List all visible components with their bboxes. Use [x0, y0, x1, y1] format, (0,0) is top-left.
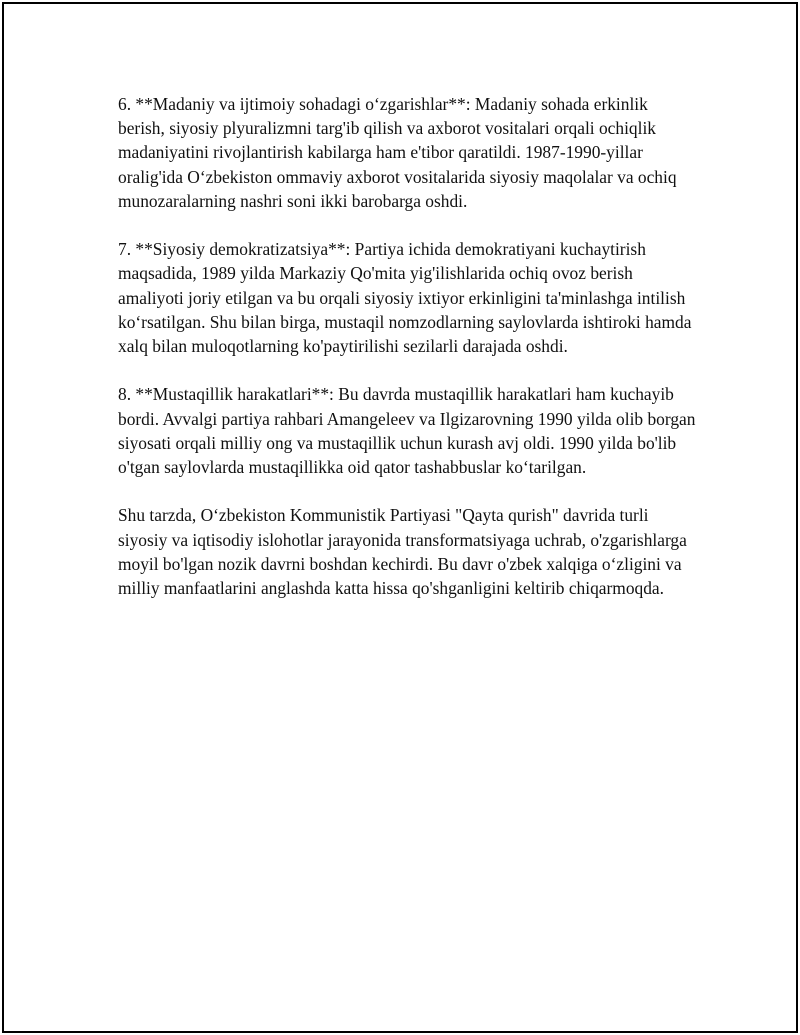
paragraph-political-democratization: 7. **Siyosiy demokratizatsiya**: Partiya ichida demokratiyani kuchaytirish maqsadida, 1989 yilda Markaziy Qo'mita yig'ilishlarida ochiq ovoz berish amaliyoti joriy etilgan va bu orqali siyosiy ixtiyor erkinligini ta'minlashga intilish ko‘rsatilgan. Shu bilan birga, mustaqil nomzodlarning saylovlarda ishtiroki hamda xalq bilan muloqotlarning ko'paytirilishi sezilarli darajada oshdi. [118, 239, 692, 357]
paragraph-independence-movements: 8. **Mustaqillik harakatlari**: Bu davrda mustaqillik harakatlari ham kuchayib bordi. Avvalgi partiya rahbari Amangeleev va Ilgizarovning 1990 yilda olib borgan siyosati orqali milliy ong va mustaqillik uchun kurash avj oldi. 1990 yilda bo'lib o'tgan saylovlarda mustaqillikka oid qator tashabbuslar ko‘tarilgan. [118, 384, 696, 478]
paragraph-conclusion: Shu tarzda, O‘zbekiston Kommunistik Partiyasi "Qayta qurish" davrida turli siyosiy va iqtisodiy islohotlar jarayonida transformatsiyaga uchrab, o'zgarishlarga moyil bo'lgan nozik davrni boshdan kechirdi. Bu davr o'zbek xalqiga o‘zligini va milliy manfaatlarini anglashda katta hissa qo'shganligini keltirib chiqarmoqda. [118, 505, 687, 599]
document-body [118, 92, 696, 624]
paragraph-cultural-changes: 6. **Madaniy va ijtimoiy sohadagi o‘zgarishlar**: Madaniy sohada erkinlik berish, siyosiy plyuralizmni targ'ib qilish va axborot vositalari orqali ochiqlik madaniyatini rivojlantirish kabilarga ham e'tibor qaratildi. 1987-1990-yillar oralig'ida O‘zbekiston ommaviy axborot vositalarida siyosiy maqolalar va ochiq munozaralarning nashri soni ikki barobarga oshdi. [118, 94, 677, 211]
